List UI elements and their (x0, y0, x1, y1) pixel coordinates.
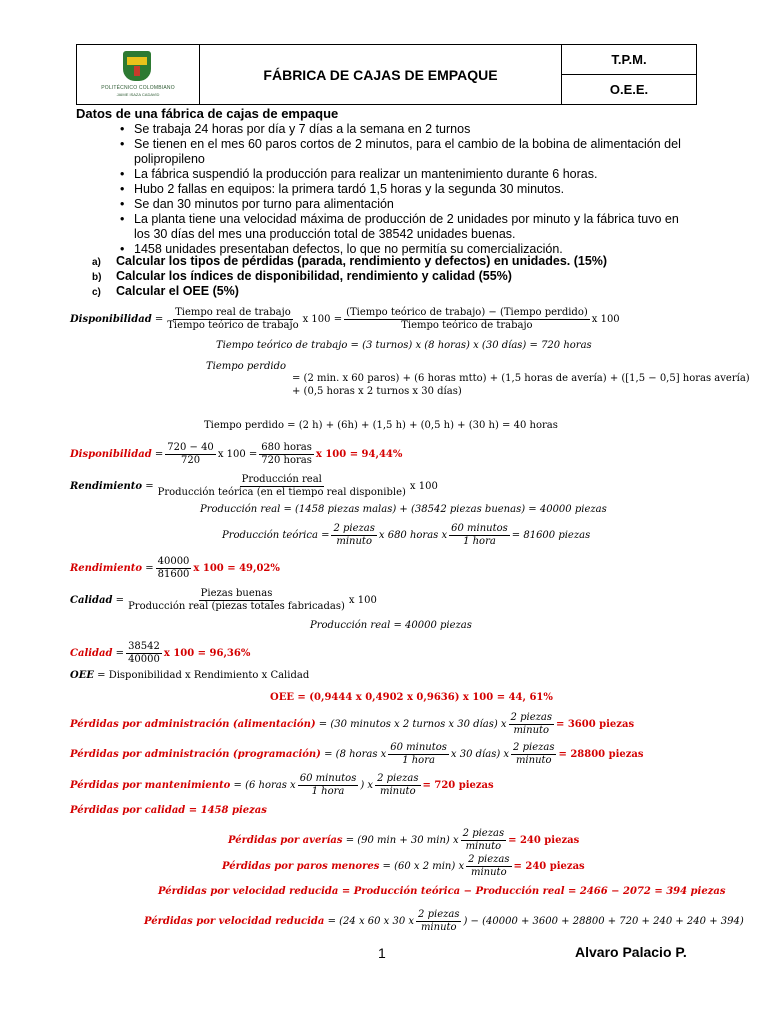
rendimiento-result: x 100 = 49,02% (193, 562, 280, 574)
fraction: $\frac{\text{2 piezas}}{\text{minuto}}$ (513, 742, 555, 766)
question-text: Calcular los tipos de pérdidas (parada, rendimiento y defectos) en unidades. (15%) (116, 254, 608, 268)
produccion-real-line-2: Producción real = 40000 piezas (310, 620, 472, 631)
fraction: $\frac{38542}{40000}$ (128, 641, 160, 665)
fraction: $\frac{\text{2 piezas}}{\text{minuto}}$ (333, 523, 375, 547)
oee-definition: OEE = Disponibilidad x Rendimiento x Calidad (70, 670, 310, 681)
fraction: $\frac{\text{680 horas}}{\text{720 horas}}$ (261, 442, 312, 466)
fraction: $\frac{720 - 40}{720}$ (167, 442, 214, 466)
code-oee: O.E.E. (562, 75, 697, 105)
header-table (76, 44, 697, 105)
fraction: $\frac{\text{Producción real}}{\text{Producción teórica (en el tiempo real disponible)}}$ (157, 474, 406, 498)
fraction: $\frac{\text{60 minutos}}{\text{1 hora}}$ (451, 523, 508, 547)
fraction: $\frac{\text{(Tiempo teórico de trabajo) − (Tiempo perdido)}}{\text{Tiempo teórico de trabajo}}$ (346, 307, 588, 331)
list-item: • La planta tiene una velocidad máxima de producción de 2 unidades por minuto y la fábrica tuvo en los 30 días del mes una producción total de 38542 unidades buenas. (118, 212, 698, 242)
fraction: $\frac{\text{2 piezas}}{\text{minuto}}$ (462, 828, 505, 852)
fraction: $\frac{\text{Tiempo real de trabajo}}{\text{Tiempo teórico de trabajo}}$ (167, 307, 299, 331)
perdidas-paros-menores: Pérdidas por paros menores = (60 x 2 min) x $\frac{\text{2 piezas}}{\text{minuto}}$ = 240 piezas (222, 854, 585, 878)
shield-icon (123, 51, 151, 81)
document-title: FÁBRICA DE CAJAS DE EMPAQUE (200, 45, 562, 105)
fraction: $\frac{\text{2 piezas}}{\text{minuto}}$ (510, 712, 552, 736)
fraction: $\frac{\text{2 piezas}}{\text{minuto}}$ (377, 773, 419, 797)
list-item: • Se dan 30 minutos por turno para alimentación (118, 197, 698, 212)
tiempo-teorico-line: Tiempo teórico de trabajo = (3 turnos) x (8 horas) x (30 días) = 720 horas (216, 340, 592, 351)
tiempo-perdido-result: Tiempo perdido = (2 h) + (6h) + (1,5 h) + (0,5 h) + (30 h) = 40 horas (204, 420, 558, 431)
list-item: • 1458 unidades presentaban defectos, lo que no permitía su comercialización. (118, 242, 698, 257)
calidad-result: x 100 = 96,36% (163, 647, 251, 659)
fraction: $\frac{\text{Piezas buenas}}{\text{Producción real (piezas totales fabricadas)}}$ (128, 588, 345, 612)
tiempo-perdido-line1: = (2 min. x 60 paros) + (6 horas mtto) + (1,5 horas de avería) + ([1,5 − 0,5] horas avería) (292, 373, 750, 384)
section-title: Datos de una fábrica de cajas de empaque (76, 106, 339, 121)
question-text: Calcular los índices de disponibilidad, rendimiento y calidad (55%) (116, 269, 512, 283)
page-number: 1 (378, 945, 386, 961)
author-name: Alvaro Palacio P. (575, 944, 687, 960)
rendimiento-formula: Rendimiento = $\frac{\text{Producción real}}{\text{Producción teórica (en el tiempo real disponible)}}$ x 100 (70, 474, 438, 498)
fraction: $\frac{\text{2 piezas}}{\text{minuto}}$ (418, 909, 460, 933)
logo-cell (77, 45, 200, 105)
perdidas-programacion: Pérdidas por administración (programación) = (8 horas x $\frac{\text{60 minutos}}{\text{1 hora}}$ x 30 días) x $\frac{\text{2 piezas}}{\text{minuto}}$ = 28800 piezas (70, 742, 644, 766)
fraction: $\frac{40000}{81600}$ (157, 556, 190, 580)
fraction: $\frac{\text{60 minutos}}{\text{1 hora}}$ (299, 773, 357, 797)
question-text: Calcular el OEE (5%) (116, 284, 239, 298)
university-logo (77, 45, 199, 104)
perdidas-alimentacion: Pérdidas por administración (alimentación) = (30 minutos x 2 turnos x 30 días) x $\frac{\text{2 piezas}}{\text{minuto}}$ = 3600 piezas (70, 712, 635, 736)
question-letter: b) (92, 272, 102, 283)
list-item: • La fábrica suspendió la producción para realizar un mantenimiento durante 6 horas. (118, 167, 698, 182)
perdidas-calidad: Pérdidas por calidad = 1458 piezas (70, 805, 267, 816)
code-tpm: T.P.M. (562, 45, 697, 75)
oee-result: OEE = (0,9444 x 0,4902 x 0,9636) x 100 = 44, 61% (270, 692, 553, 703)
logo-text: POLITÉCNICO COLOMBIANO (101, 85, 175, 91)
question-item (92, 284, 712, 299)
perdidas-averias: Pérdidas por averías = (90 min + 30 min) x $\frac{\text{2 piezas}}{\text{minuto}}$ = 240 piezas (228, 828, 580, 852)
tiempo-perdido-label: Tiempo perdido (206, 361, 286, 372)
calidad-calc: Calidad = $\frac{38542}{40000}$ x 100 = 96,36% (70, 641, 251, 665)
fraction: $\frac{\text{60 minutos}}{\text{1 hora}}$ (390, 742, 447, 766)
data-list (118, 122, 698, 257)
perdidas-mantenimiento: Pérdidas por mantenimiento = (6 horas x $\frac{\text{60 minutos}}{\text{1 hora}}$ ) x $\frac{\text{2 piezas}}{\text{minuto}}$ = 720 piezas (70, 773, 494, 797)
logo-subtext: JAIME ISAZA CADAVID (116, 92, 160, 97)
tiempo-perdido-line2: + (0,5 horas x 2 turnos x 30 días) (292, 386, 462, 397)
fraction: $\frac{\text{2 piezas}}{\text{minuto}}$ (468, 854, 510, 878)
disponibilidad-label: Disponibilidad (70, 313, 152, 325)
produccion-real-line: Producción real = (1458 piezas malas) + (38542 piezas buenas) = 40000 piezas (200, 504, 607, 515)
calidad-formula: Calidad = $\frac{\text{Piezas buenas}}{\text{Producción real (piezas totales fabricadas)}}$ x 100 (70, 588, 377, 612)
question-letter: c) (92, 287, 101, 298)
perdidas-velocidad-reducida: Pérdidas por velocidad reducida = Producción teórica − Producción real = 2466 − 2072 = 394 piezas (158, 886, 726, 897)
list-item: • Hubo 2 fallas en equipos: la primera tardó 1,5 horas y la segunda 30 minutos. (118, 182, 698, 197)
question-item (92, 254, 712, 269)
disponibilidad-formula: Disponibilidad = $\frac{\text{Tiempo real de trabajo}}{\text{Tiempo teórico de trabajo}}$ x 100 = $\frac{\text{(Tiempo teórico de trabajo) − (Tiempo perdido)}}{\text{Tiempo teórico de trabajo}}$ x 100 (70, 307, 620, 331)
question-item (92, 269, 712, 284)
perdidas-velocidad-reducida-2: Pérdidas por velocidad reducida = (24 x 60 x 30 x $\frac{\text{2 piezas}}{\text{minuto}}$ ) − (40000 + 3600 + 28800 + 720 + 240 + 240 + 394) (144, 909, 744, 933)
produccion-teorica-calc: Producción teórica = $\frac{\text{2 piezas}}{\text{minuto}}$ x 680 horas x $\frac{\text{60 minutos}}{\text{1 hora}}$ = 81600 piezas (222, 523, 591, 547)
question-letter: a) (92, 257, 101, 268)
list-item: • Se trabaja 24 horas por día y 7 días a la semana en 2 turnos (118, 122, 698, 137)
rendimiento-calc: Rendimiento = $\frac{40000}{81600}$ x 100 = 49,02% (70, 556, 280, 580)
question-list (92, 254, 712, 299)
disponibilidad-calc: Disponibilidad = $\frac{720 - 40}{720}$ x 100 = $\frac{\text{680 horas}}{\text{720 horas}}$ x 100 = 94,44% (70, 442, 403, 466)
disponibilidad-result: x 100 = 94,44% (315, 448, 403, 460)
list-item: • Se tienen en el mes 60 paros cortos de 2 minutos, para el cambio de la bobina de alimentación del polipropileno (118, 137, 698, 167)
